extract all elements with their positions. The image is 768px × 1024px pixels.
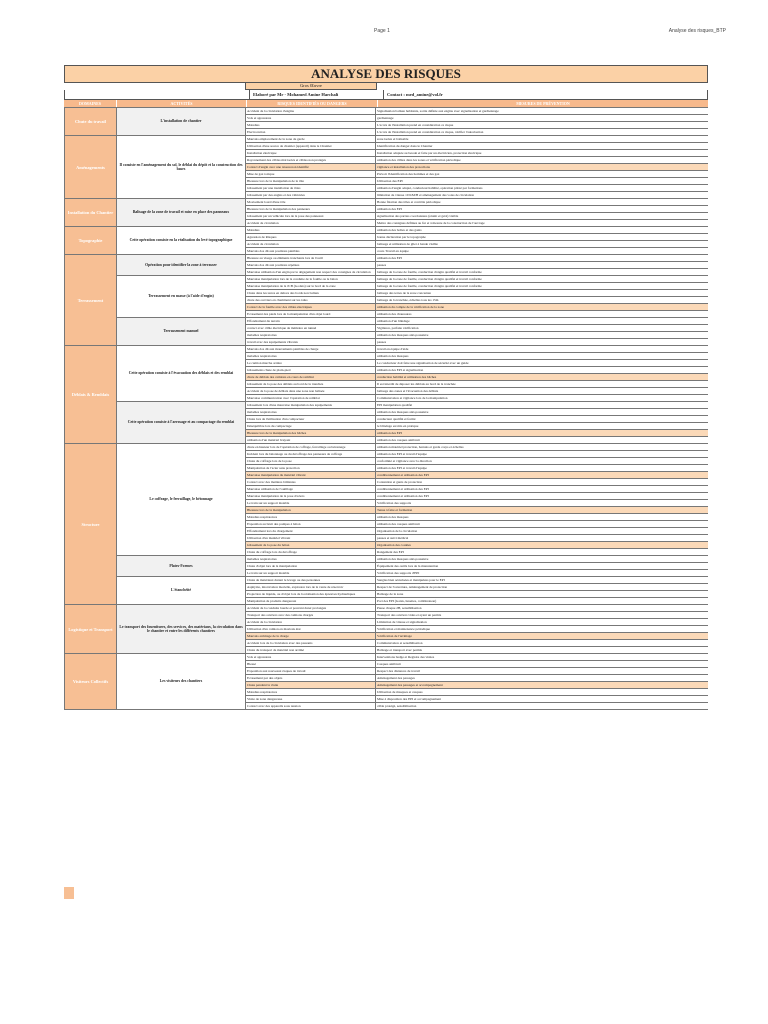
table-row xyxy=(65,108,709,115)
risk-cell: Mauvais dos dû aux mouvements pénibles de charge xyxy=(246,346,376,353)
table-row xyxy=(65,444,709,451)
prevention-cell: conformité et vigilance avec la direction xyxy=(376,458,709,465)
domain-label: Déblais & Remblais xyxy=(71,392,110,397)
prevention-cell: utilisation des masques xyxy=(376,353,709,360)
risk-cell: Ecrasement des pieds lors de la manipulation d'un objet lourd xyxy=(246,311,376,318)
prevention-cell: Communication et sensibilisation xyxy=(376,640,709,647)
risk-cell: Chute du transport de matériel non arrimé xyxy=(246,647,376,654)
risk-cell: utilisation d'un matériel bruyant xyxy=(246,437,376,444)
risk-cell: Agression de Risques xyxy=(246,234,376,241)
risk-cell: Vols et agressions xyxy=(246,654,376,661)
risk-cell: Asphyxie, intoxication mortelle, explosion lors de la vente de réservoir xyxy=(246,584,376,591)
risk-cell: Contact avec des appareils sous tension xyxy=(246,703,376,710)
prevention-cell: EPI manipulation qualifié xyxy=(376,402,709,409)
prevention-cell: utilisation des EPI et travail d'équipe xyxy=(376,465,709,472)
prevention-cell: conditionnement et utilisation des EPI xyxy=(376,486,709,493)
risk-cell: Accident de la pose de déblais dans une zone non balisée xyxy=(246,388,376,395)
prevention-cell: utilisation des casques antibruit xyxy=(376,521,709,528)
table-row xyxy=(65,276,709,283)
risk-cell: contact avec câble électrique de mémoire en tunnel xyxy=(246,325,376,332)
prevention-cell: Vérification des supports d'EPI xyxy=(376,570,709,577)
prevention-cell: conditionnement et utilisation des EPI xyxy=(376,493,709,500)
prevention-cell: utilisation des EPI xyxy=(376,255,709,262)
prevention-cell: utilisation des EPI et signalisation xyxy=(376,367,709,374)
prevention-cell: utilisation des masques anti-poussière xyxy=(376,556,709,563)
risk-cell: Accident lors de la circulation avec des passants xyxy=(246,640,376,647)
activity-cell: Les visiteurs des chantiers xyxy=(117,654,246,710)
prevention-cell: balisage des terres de la zone concernée xyxy=(376,290,709,297)
prevention-cell: cours Travail en équipe xyxy=(376,248,709,255)
risk-cell: Chute pendant la visite xyxy=(246,682,376,689)
prevention-cell: utilisation des masques anti-poussière xyxy=(376,332,709,339)
risk-cell: Transport des ouvriers avec des camions chargés xyxy=(246,612,376,619)
prevention-cell: utilisation d'un blindage xyxy=(376,318,709,325)
activity-cell: Balisage de la zone de travail et mise en place des panneaux xyxy=(117,199,246,227)
prevention-cell: balisage de la tranchée, échelles tous les 15m xyxy=(376,297,709,304)
risk-cell: Electrocution xyxy=(246,129,376,136)
risk-cell: Chute du coffrage lors de la pose xyxy=(246,458,376,465)
domain-cell xyxy=(65,255,117,346)
risk-cell: Accident de la circulation xyxy=(246,619,376,626)
risk-cell: Mauvaise manipulation lors de la conduite de la fouille ou le béton xyxy=(246,276,376,283)
risk-cell: Mauvais dos dû aux positions répétées xyxy=(246,262,376,269)
document-filename: Analyse des risques_BTP xyxy=(668,28,726,34)
risk-cell: Chute d'objet lors de la manipulation xyxy=(246,563,376,570)
risk-cell: Mouvement lourd d'une tôle xyxy=(246,199,376,206)
risk-cell: Blessure au visage ou éléments tranchants lors de l'outil xyxy=(246,255,376,262)
prevention-cell: Identification du danger dans le Chantier xyxy=(376,143,709,150)
prevention-cell: Vérification et maintenance périodique xyxy=(376,626,709,633)
prevention-cell: utilisation des masques xyxy=(376,514,709,521)
prevention-cell: bonne déclaration par le topographe xyxy=(376,234,709,241)
page-label: Page 1 xyxy=(374,28,390,34)
risk-cell: Accident de la conduite lourde et pouvant durer prolongée xyxy=(246,605,376,612)
activity-cell: Plates-Formes xyxy=(117,556,246,577)
risk-cell: Contact avec des matières brûlantes xyxy=(246,479,376,486)
risk-cell: Chute dans les terres en dehors des bords non balisés xyxy=(246,290,376,297)
risk-cell: Manipulation de l'acier sans protection xyxy=(246,465,376,472)
prevention-cell: Respect des distances de travail xyxy=(376,668,709,675)
table-row xyxy=(65,318,709,325)
risk-cell: maladies respiratoires xyxy=(246,332,376,339)
activity-cell: Opération pour identifier la zone à terrasser xyxy=(117,255,246,276)
prevention-cell: Rangement des EPI xyxy=(376,549,709,556)
risk-cell: Rayonnement des câbles mal isolés et câbles non protégés xyxy=(246,157,376,164)
prevention-cell: Bonne fixation des tôles et contrôle périodique xyxy=(376,199,709,206)
risk-cell: Glissement par des engins et des véhicules xyxy=(246,192,376,199)
table-row xyxy=(65,577,709,584)
risk-cell: Incident lors du bétonnage ou du décoffrage des panneaux de coffrage xyxy=(246,451,376,458)
author: Elaboré par Mr - Mohamed Amine Harchali xyxy=(249,90,383,99)
risk-cell: Utilisation d'un matériel vibrant xyxy=(246,535,376,542)
prevention-cell: utilisation du compte de la vérification de la zone xyxy=(376,304,709,311)
risk-cell: Le train sur un support instable xyxy=(246,570,376,577)
activity-cell: Il consiste en l'aménagement du sol, le déblai du dépôt et la construction des bases xyxy=(117,136,246,199)
domain-cell xyxy=(65,654,117,710)
table-row xyxy=(65,255,709,262)
table-row xyxy=(65,402,709,409)
risk-cell: Mauvaise communication avec l'opération de remblai xyxy=(246,395,376,402)
prevention-cell: Vérification des supports xyxy=(376,500,709,507)
domain-cell xyxy=(65,346,117,444)
prevention-cell: Sangles bien sécurisées et manipulées pour le EPI xyxy=(376,577,709,584)
risk-cell: Maladies xyxy=(246,122,376,129)
risk-cell: Effondrement du terrain xyxy=(246,318,376,325)
domain-cell xyxy=(65,605,117,654)
risk-cell: Mauvaise manipulation du matériel vibrant xyxy=(246,472,376,479)
risk-cell: Blessure lors de la manipulation des panneaux xyxy=(246,206,376,213)
risk-cell: Glissement lors d'une mauvaise manipulation des équipements xyxy=(246,402,376,409)
risk-cell: Exposition au bruit des pompes à béton xyxy=(246,521,376,528)
prevention-cell: Balisage de la zone xyxy=(376,591,709,598)
activity-cell: Cette opération consiste à l'arrosage et au compactage du remblai xyxy=(117,402,246,444)
domain-cell xyxy=(65,108,117,136)
risk-cell: Glissement par une installation de tôles xyxy=(246,185,376,192)
table-row xyxy=(65,654,709,661)
risk-cell: Blessure lors de la manipulation de la tôle xyxy=(246,178,376,185)
col-activity-header: ACTIVITÉS xyxy=(117,100,247,107)
prevention-cell: utilisation des masques anti-poussière xyxy=(376,409,709,416)
prevention-cell: utilisation des EPI et travail d'équipe xyxy=(376,451,709,458)
prevention-cell: balisage de la zone de fouille, conduction d'engin qualifié et travail conforme xyxy=(376,283,709,290)
risk-cell: Exposition aux nouveaux risques de travail xyxy=(246,668,376,675)
prevention-cell: utilisation des boîtes et des gants xyxy=(376,227,709,234)
activity-cell: Terrassement en masse (à l'aide d'engin) xyxy=(117,276,246,318)
activity-cell: L'étanchéité xyxy=(117,577,246,605)
prevention-cell: balisage des zones et l'évacuation des déblais xyxy=(376,388,709,395)
prevention-cell: Interventions badge et Registre des visites xyxy=(376,654,709,661)
table-row xyxy=(65,199,709,206)
risk-cell: Contact d'engin avec une réseau non identifié xyxy=(246,164,376,171)
prevention-cell: Mise à disposition des EPI et accompagnement xyxy=(376,696,709,703)
risk-cell: Maladies xyxy=(246,227,376,234)
prevention-cell: Limitation de vitesse et signalisation xyxy=(376,619,709,626)
risk-cell: Maladies respiratoires xyxy=(246,514,376,521)
prevention-cell: câble protégé, sensibilisation xyxy=(376,703,709,710)
prevention-cell: Tenue à faire et formation xyxy=(376,507,709,514)
activity-cell: Cette opération consiste à l'évacuation des déblais et des remblai xyxy=(117,346,246,402)
prevention-cell: Balisage et transport avec permis xyxy=(376,647,709,654)
risk-cell: chute en hauteur lors de l'opération de coffrage, ferraillage ou bétonnage xyxy=(246,444,376,451)
risk-cell: Mauvais arrimage de la charge xyxy=(246,633,376,640)
risk-cell: Le camion marche arrière xyxy=(246,360,376,367)
risk-cell: Utilisation d'un camion en mauvais état xyxy=(246,626,376,633)
risk-cell: Mauvais emplacement de la zone de garde xyxy=(246,136,376,143)
contact: Contact : med_amine@vol.fr xyxy=(383,90,707,99)
activity-cell: Le transport des fournitures, des services, des matériaux, la circulation dans le chantier et entre les différents chantiers xyxy=(117,605,246,654)
sheet-title: ANALYSE DES RISQUES xyxy=(64,65,708,83)
prevention-cell: Aménagement des passages xyxy=(376,675,709,682)
table-row xyxy=(65,556,709,563)
risk-cell: Déséquilibre lors du compactage xyxy=(246,423,376,430)
domain-label: Chute du travail xyxy=(75,119,106,124)
risk-table xyxy=(64,107,708,710)
prevention-cell: Mettre des consignes définies au fur et à mesure de la construction de l'ouvrage xyxy=(376,220,709,227)
prevention-cell: conditionnement et utilisation des EPI xyxy=(376,472,709,479)
prevention-cell: utilisation des EPI xyxy=(376,430,709,437)
prevention-cell: L'accès de l'installation prend en considération ce risque xyxy=(376,122,709,129)
risk-cell: Accident de circulation xyxy=(246,220,376,227)
prevention-cell: Prévoir l'identification des hommes et des gaz xyxy=(376,171,709,178)
risk-cell: maladies respiratoires xyxy=(246,353,376,360)
domain-label: Structure xyxy=(81,521,100,527)
activity-cell: L'installation de chantier xyxy=(117,108,246,136)
domain-label: Topographie xyxy=(78,238,103,243)
risk-cell: Glissement de la pose des déblais au bord de la tranchée xyxy=(246,381,376,388)
risk-cell: maladies respiratoires xyxy=(246,556,376,563)
risk-cell: maladies respiratoires xyxy=(246,409,376,416)
activity-cell: Cette opération consiste en la réalisation du levé topographique xyxy=(117,227,246,255)
risk-cell: Accident de circulation xyxy=(246,241,376,248)
risk-cell: Maladies respiratoires xyxy=(246,689,376,696)
risk-cell: Mauvaise utilisation d'un engin par le dégagement non respect des consignes de circulation xyxy=(246,269,376,276)
table-row xyxy=(65,136,709,143)
domain-label: Terrassement xyxy=(77,297,104,303)
col-risk-header: RISQUES IDENTIFIÉS OU DANGERS xyxy=(247,100,378,107)
prevention-cell: Organisation de la circulation xyxy=(376,528,709,535)
prevention-cell: Respect de l'ouverture, Aménagement de protection xyxy=(376,584,709,591)
prevention-cell: Transport des ouvriers vides et ayant un permis xyxy=(376,612,709,619)
risk-cell: travail avec des équipements vibrants xyxy=(246,339,376,346)
prevention-cell: pauses et suivi médical xyxy=(376,535,709,542)
risk-cell: Glissement de la pose du béton xyxy=(246,542,376,549)
prevention-cell: Utilisation de masques et casques xyxy=(376,689,709,696)
prevention-cell: utilisation des EPI xyxy=(376,206,709,213)
risk-cell: Utilisation d'une source de chantier (appareil) dans le Chantier xyxy=(246,143,376,150)
prevention-cell: le blindage est mis en pratique xyxy=(376,423,709,430)
risk-cell: Contact de la fouille avec des câbles électriques xyxy=(246,304,376,311)
risk-table-body xyxy=(65,108,709,710)
prevention-cell: utilisation des casques antibruit xyxy=(376,437,709,444)
prevention-cell: vigilance et installation des protections xyxy=(376,164,709,171)
activity-cell: Le coffrage, le ferraillage, le bétonnage xyxy=(117,444,246,556)
table-row xyxy=(65,227,709,234)
risk-cell: Visite de zone dangereuse xyxy=(246,696,376,703)
risk-cell: Mauvaise manipulation de la JCB (Godets) sur le bord de la zone xyxy=(246,283,376,290)
risk-cell: Mauvais dos dû aux positions pénibles xyxy=(246,248,376,255)
prevention-cell: pauses xyxy=(376,262,709,269)
column-headers xyxy=(64,100,708,107)
prevention-cell: travail en équipe d'aide xyxy=(376,346,709,353)
risk-cell: chute de déblais des camions en cours de remblai xyxy=(246,374,376,381)
prevention-cell: pauses xyxy=(376,339,709,346)
prevention-cell: Port des EPI (Gants, lunettes, combinaison) xyxy=(376,598,709,605)
prevention-cell: Pause chaque 2H, sensibilisation xyxy=(376,605,709,612)
prevention-cell: Casques antibruit xyxy=(376,661,709,668)
risk-cell: Chute de matériaux durant le levage ou des personnes xyxy=(246,577,376,584)
risk-cell: Le train sur un support instable xyxy=(246,500,376,507)
risk-cell: Installation électrique xyxy=(246,150,376,157)
table-row xyxy=(65,605,709,612)
domain-label: Visiteurs Collectifs xyxy=(72,679,109,684)
risk-cell: Accident de la circulation d'engins xyxy=(246,108,376,115)
prevention-cell: gardiennage xyxy=(376,115,709,122)
author-cell xyxy=(65,90,249,99)
domain-cell xyxy=(65,199,117,227)
risk-cell: Blessé xyxy=(246,661,376,668)
prevention-cell: balisage et utilisation de gilet à bande visible xyxy=(376,241,709,248)
prevention-cell: Utilisation des EPI xyxy=(376,178,709,185)
prevention-cell: conducteur qualifié et formé xyxy=(376,416,709,423)
risk-cell: Mise de gaz toxique xyxy=(246,171,376,178)
prevention-cell: Il est interdit de déposer les déblais au bord de la tranchée xyxy=(376,381,709,388)
col-domain-header: DOMAINES xyxy=(64,100,117,107)
risk-cell: Blessure lors de la manipulation des bâches xyxy=(246,430,376,437)
prevention-cell: conduction habilité et utilisation des bâches xyxy=(376,374,709,381)
risk-cell: Mauvaise utilisation de l'outillage xyxy=(246,486,376,493)
risk-cell: Chute du coffrage lors du décoffrage xyxy=(246,549,376,556)
risk-cell: Glissements chute de plain-pied xyxy=(246,367,376,374)
domain-cell xyxy=(65,136,117,199)
table-row xyxy=(65,346,709,353)
prevention-cell: balisage de la zone de fouille, conduction d'engin qualifié et travail conforme xyxy=(376,276,709,283)
prevention-cell: Signalisation balisée habitants, sortie définie aux engins avec signalisation et gardiennage xyxy=(376,108,709,115)
risk-cell: Effondrement lors du chargement xyxy=(246,528,376,535)
domain-label: Aménagements xyxy=(76,164,105,170)
prevention-cell: Équipement des outils lors de la manutention xyxy=(376,563,709,570)
risk-cell: Chute lors de l'utilisation d'un compacteur xyxy=(246,416,376,423)
domain-cell xyxy=(65,444,117,605)
domain-cell xyxy=(65,227,117,255)
prevention-cell: L'accès de l'installation prend en considération ce risque, vérifier l'autorisation xyxy=(376,129,709,136)
prevention-cell: Le conducteur doit faire une signalisation de sécurité avec un guide xyxy=(376,360,709,367)
prevention-cell: limitation de vitesse 10 KM/H et aménagement des voies de circulation xyxy=(376,192,709,199)
col-prevention-header: MESURES DE PRÉVENTION xyxy=(516,101,570,106)
prevention-cell: Communication et vigilance lors de la manipulation xyxy=(376,395,709,402)
activity-cell: Terrassement manuel xyxy=(117,318,246,346)
meta-row xyxy=(64,90,708,100)
prevention-cell: zone isolée et balisable xyxy=(376,136,709,143)
prevention-cell: utilisation d'engin adapté, conducteur habilité, opération piloté par formations xyxy=(376,185,709,192)
prevention-cell: Vérification de l'arrimage xyxy=(376,633,709,640)
sheet-subtitle: Gros Œuvre xyxy=(245,83,377,90)
domain-label: Logistique et Transport xyxy=(68,626,113,632)
risk-cell: Mauvaise manipulation de la pose d'aciers xyxy=(246,493,376,500)
prevention-cell: Organisation des coulées xyxy=(376,542,709,549)
risk-cell: Ecrasement par des objets xyxy=(246,675,376,682)
risk-cell: Blessure lors de la manipulation xyxy=(246,507,376,514)
footer-marker xyxy=(64,887,74,899)
domain-label: Installation du Chantier xyxy=(67,210,114,215)
prevention-cell: Contention et gants de protection xyxy=(376,479,709,486)
prevention-cell: Vigilance, parfaite vérification xyxy=(376,325,709,332)
prevention-cell: Installation adaptée au besoin et faite par un électricien, protection électrique xyxy=(376,150,709,157)
risk-cell: Glissement par un véhicule lors de la pose des panneaux xyxy=(246,213,376,220)
risk-cell: Manipulation de produits dangereux xyxy=(246,598,376,605)
risk-cell: chute des ouvriers en cheminant sur les talus xyxy=(246,297,376,304)
risk-cell: Vols et agressions xyxy=(246,115,376,122)
prevention-cell: Aménagement des passages et accompagnement xyxy=(376,682,709,689)
prevention-cell: utilisation des chaussures xyxy=(376,311,709,318)
prevention-cell: utilisation des câbles dans les zones et vérification périodique xyxy=(376,157,709,164)
risk-cell: Projection de liquide, ou d'objet lors de la réalisation des épreuves hydrauliques xyxy=(246,591,376,598)
prevention-cell: utilisation matériel protection, harnais et garde corps et échelles xyxy=(376,444,709,451)
risk-analysis-sheet xyxy=(64,65,708,887)
prevention-cell: signalisation des parties coordonnées (réunit et géré) visible xyxy=(376,213,709,220)
prevention-cell: balisage de la zone de fouille, conduction d'engin qualifié et travail conforme xyxy=(376,269,709,276)
